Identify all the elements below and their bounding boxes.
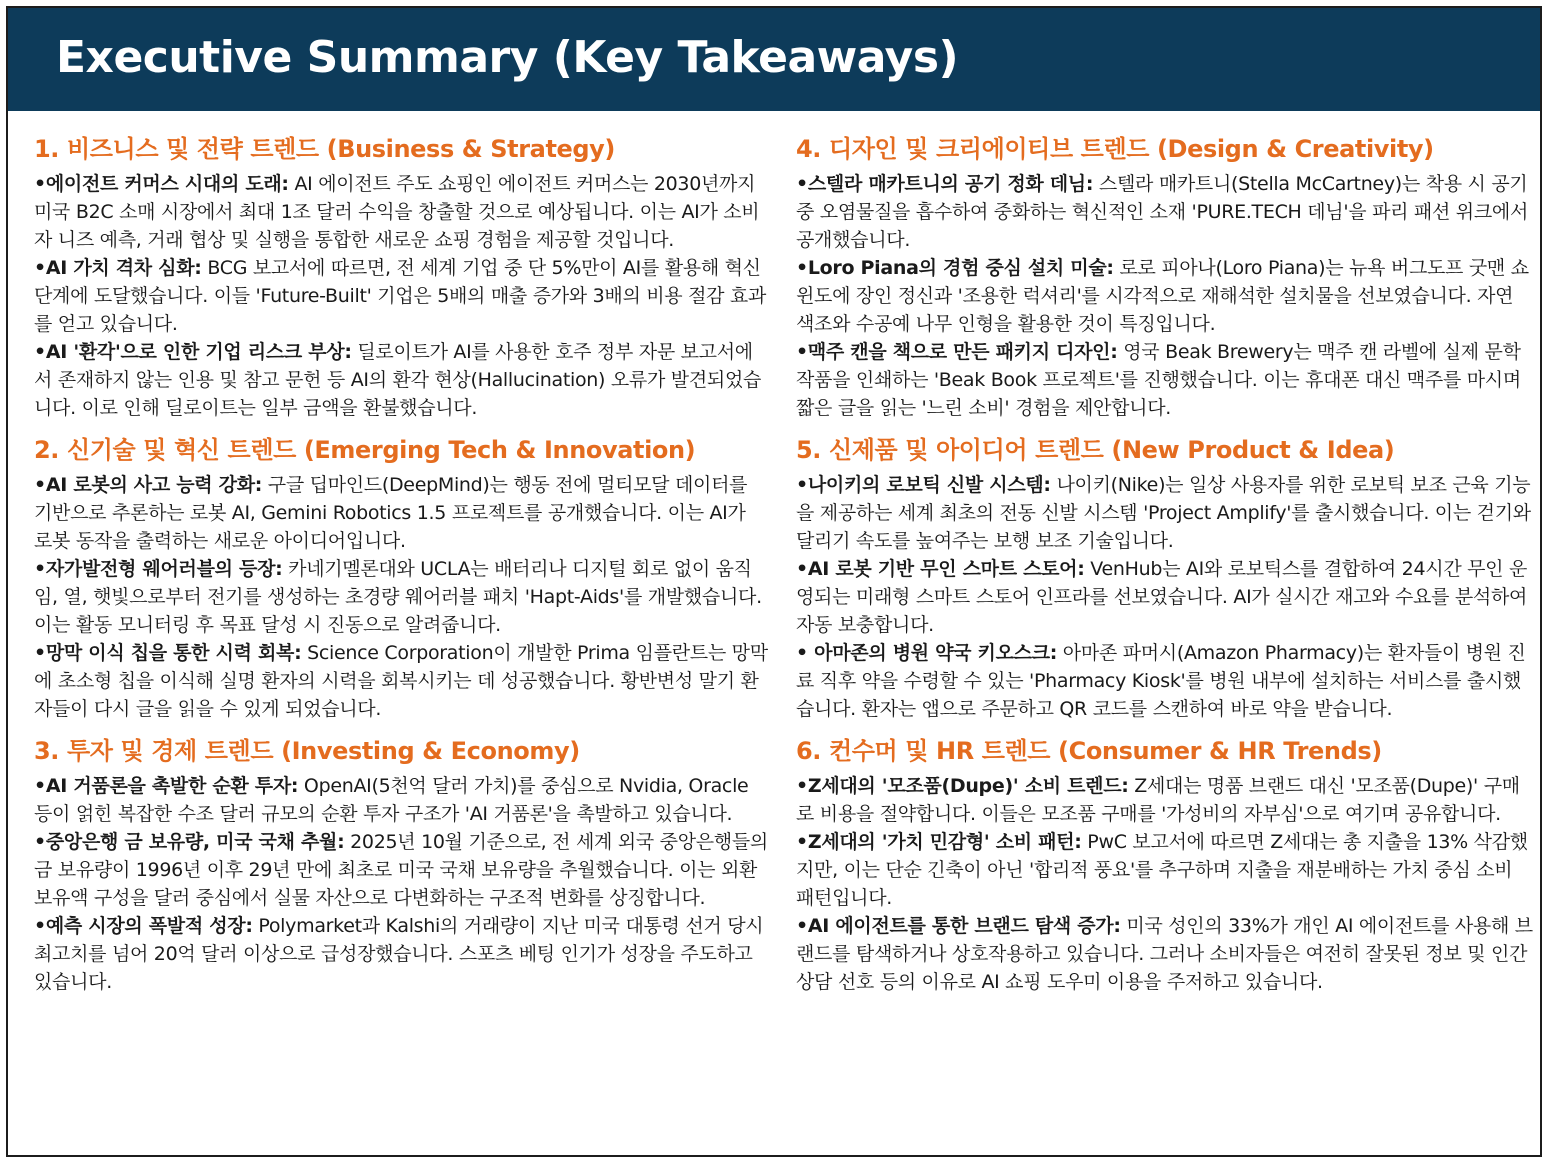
- item-text: 2025년 10월 기준으로, 전 세계 외국 중앙은행들의 금 보유량이 1996년 이후 29년 만에 최초로 미국 국채 보유량을 추월했습니다. 이는 외환보유액 구성을 달러 중심에서 실물 자산으로 다변화하는 구조적 변화를 상징합니다.: [34, 831, 768, 909]
- section-design-creativity: [796, 132, 1536, 422]
- section-investing-economy: [34, 734, 769, 996]
- item-heading: •Z세대의 '모조품(Dupe)' 소비 트렌드:: [796, 775, 1129, 797]
- section-title: 1. 비즈니스 및 전략 트렌드 (Business & Strategy): [34, 135, 615, 163]
- item-text: AI 에이전트 주도 쇼핑인 에이전트 커머스는 2030년까지 미국 B2C 소매 시장에서 최대 1조 달러 수익을 창출할 것으로 예상됩니다. 이는 AI가 소비자 니즈 예측, 거래 협상 및 실행을 통합한 새로운 쇼핑 경험을 제공할 것입니다.: [34, 173, 760, 251]
- list-item: [796, 772, 1536, 828]
- section-title: 4. 디자인 및 크리에이티브 트렌드 (Design & Creativity): [796, 135, 1434, 163]
- item-heading: •AI 로봇의 사고 능력 강화:: [34, 474, 263, 496]
- item-heading: •망막 이식 칩을 통한 시력 회복:: [34, 642, 302, 664]
- item-text: 스텔라 매카트니(Stella McCartney)는 착용 시 공기 중 오염물질을 흡수하여 중화하는 혁신적인 소재 'PURE.TECH 데님'을 파리 패션 위크에서 공개했습니다.: [796, 173, 1528, 251]
- item-text: Z세대는 명품 브랜드 대신 '모조품(Dupe)' 구매로 비용을 절약합니다. 이들은 모조품 구매를 '가성비의 자부심'으로 여기며 공유합니다.: [796, 775, 1520, 825]
- list-item: [796, 555, 1536, 639]
- item-text: 나이키(Nike)는 일상 사용자를 위한 로보틱 보조 근육 기능을 제공하는 세계 최초의 전동 신발 시스템 'Project Amplify'를 출시했습니다. 이는 걷기와 달리기 속도를 높여주는 보행 보조 기술입니다.: [796, 474, 1531, 552]
- list-item: [34, 772, 769, 828]
- item-text: 구글 딥마인드(DeepMind)는 행동 전에 멀티모달 데이터를 기반으로 추론하는 로봇 AI, Gemini Robotics 1.5 프로젝트를 공개했습니다. 이는 AI가 로봇 동작을 출력하는 새로운 아이디어입니다.: [34, 474, 748, 552]
- section-title: 5. 신제품 및 아이디어 트렌드 (New Product & Idea): [796, 436, 1395, 464]
- left-column: [34, 132, 769, 1007]
- list-item: [34, 254, 769, 338]
- list-item: [34, 555, 769, 639]
- item-text: OpenAI(5천억 달러 가치)를 중심으로 Nvidia, Oracle 등이 얽힌 복잡한 수조 달러 규모의 순환 투자 구조가 'AI 거품론'을 촉발하고 있습니다.: [34, 775, 749, 825]
- list-item: [796, 254, 1536, 338]
- right-column: [796, 132, 1536, 1007]
- item-heading: •스텔라 매카트니의 공기 정화 데님:: [796, 173, 1094, 195]
- item-heading: •중앙은행 금 보유량, 미국 국채 추월:: [34, 831, 345, 853]
- list-item: [796, 639, 1536, 723]
- section-consumer-hr: [796, 734, 1536, 996]
- list-item: [34, 338, 769, 422]
- list-item: [34, 912, 769, 996]
- item-text: BCG 보고서에 따르면, 전 세계 기업 중 단 5%만이 AI를 활용해 혁신 단계에 도달했습니다. 이들 'Future-Built' 기업은 5배의 매출 증가와 3배의 비용 절감 효과를 얻고 있습니다.: [34, 257, 767, 335]
- item-heading: •예측 시장의 폭발적 성장:: [34, 915, 253, 937]
- list-item: [34, 471, 769, 555]
- list-item: [796, 170, 1536, 254]
- item-heading: •AI '환각'으로 인한 기업 리스크 부상:: [34, 341, 352, 363]
- item-heading: •Loro Piana의 경험 중심 설치 미술:: [796, 257, 1114, 279]
- item-heading: •맥주 캔을 책으로 만든 패키지 디자인:: [796, 341, 1118, 363]
- item-heading: •에이전트 커머스 시대의 도래:: [34, 173, 289, 195]
- section-title: 6. 컨수머 및 HR 트렌드 (Consumer & HR Trends): [796, 737, 1382, 765]
- item-heading: • 아마존의 병원 약국 키오스크:: [796, 642, 1058, 664]
- list-item: [34, 170, 769, 254]
- section-new-product-idea: [796, 433, 1536, 723]
- item-text: 로로 피아나(Loro Piana)는 뉴욕 버그도프 굿맨 쇼윈도에 장인 정신과 '조용한 럭셔리'를 시각적으로 재해석한 설치물을 선보였습니다. 자연 색조와 수공예 나무 인형을 활용한 것이 특징입니다.: [796, 257, 1529, 335]
- item-heading: •AI 로봇 기반 무인 스마트 스토어:: [796, 558, 1085, 580]
- item-heading: •AI 가치 격차 심화:: [34, 257, 202, 279]
- item-heading: •AI 거품론을 촉발한 순환 투자:: [34, 775, 299, 797]
- list-item: [796, 912, 1536, 996]
- summary-slide: [6, 6, 1542, 1157]
- section-title: 2. 신기술 및 혁신 트렌드 (Emerging Tech & Innovation): [34, 436, 696, 464]
- list-item: [34, 828, 769, 912]
- item-text: Polymarket과 Kalshi의 거래량이 지난 미국 대통령 선거 당시 최고치를 넘어 20억 달러 이상으로 급성장했습니다. 스포츠 베팅 인기가 성장을 주도하고 있습니다.: [34, 915, 764, 993]
- list-item: [796, 338, 1536, 422]
- list-item: [796, 471, 1536, 555]
- item-heading: •나이키의 로보틱 신발 시스템:: [796, 474, 1051, 496]
- section-title: 3. 투자 및 경제 트렌드 (Investing & Economy): [34, 737, 580, 765]
- section-emerging-tech: [34, 433, 769, 723]
- section-business-strategy: [34, 132, 769, 422]
- item-text: PwC 보고서에 따르면 Z세대는 총 지출을 13% 삭감했지만, 이는 단순 긴축이 아닌 '합리적 풍요'를 추구하며 지출을 재분배하는 가치 중심 소비 패턴입니다.: [796, 831, 1528, 909]
- list-item: [796, 828, 1536, 912]
- item-text: 카네기멜론대와 UCLA는 배터리나 디지털 회로 없이 움직임, 열, 햇빛으로부터 전기를 생성하는 초경량 웨어러블 패치 'Hapt-Aids'를 개발했습니다. 이는 활동 모니터링 후 목표 달성 시 진동으로 알려줍니다.: [34, 558, 762, 636]
- page-title: Executive Summary (Key Takeaways): [56, 32, 959, 83]
- item-heading: •자가발전형 웨어러블의 등장:: [34, 558, 283, 580]
- item-heading: •Z세대의 '가치 민감형' 소비 패턴:: [796, 831, 1082, 853]
- item-text: 영국 Beak Brewery는 맥주 캔 라벨에 실제 문학 작품을 인쇄하는 'Beak Book 프로젝트'를 진행했습니다. 이는 휴대폰 대신 맥주를 마시며 짧은 글을 읽는 '느린 소비' 경험을 제안합니다.: [796, 341, 1521, 419]
- list-item: [34, 639, 769, 723]
- item-text: Science Corporation이 개발한 Prima 임플란트는 망막에 초소형 칩을 이식해 실명 환자의 시력을 회복시키는 데 성공했습니다. 황반변성 말기 환자들이 다시 글을 읽을 수 있게 되었습니다.: [34, 642, 768, 720]
- item-text: 아마존 파머시(Amazon Pharmacy)는 환자들이 병원 진료 직후 약을 수령할 수 있는 'Pharmacy Kiosk'를 병원 내부에 설치하는 서비스를 출시했습니다. 환자는 앱으로 주문하고 QR 코드를 스캔하여 바로 약을 받습니다.: [796, 642, 1526, 720]
- item-text: 미국 성인의 33%가 개인 AI 에이전트를 사용해 브랜드를 탐색하거나 상호작용하고 있습니다. 그러나 소비자들은 여전히 잘못된 정보 및 인간 상담 선호 등의 이유로 AI 쇼핑 도우미 이용을 주저하고 있습니다.: [796, 915, 1533, 993]
- item-text: VenHub는 AI와 로보틱스를 결합하여 24시간 무인 운영되는 미래형 스마트 스토어 인프라를 선보였습니다. AI가 실시간 재고와 수요를 분석하여 자동 보충합니다.: [796, 558, 1528, 636]
- item-text: 딜로이트가 AI를 사용한 호주 정부 자문 보고서에서 존재하지 않는 인용 및 참고 문헌 등 AI의 환각 현상(Hallucination) 오류가 발견되었습니다. 이로 인해 딜로이트는 일부 금액을 환불했습니다.: [34, 341, 762, 419]
- title-banner: [8, 8, 1540, 111]
- item-heading: •AI 에이전트를 통한 브랜드 탐색 증가:: [796, 915, 1121, 937]
